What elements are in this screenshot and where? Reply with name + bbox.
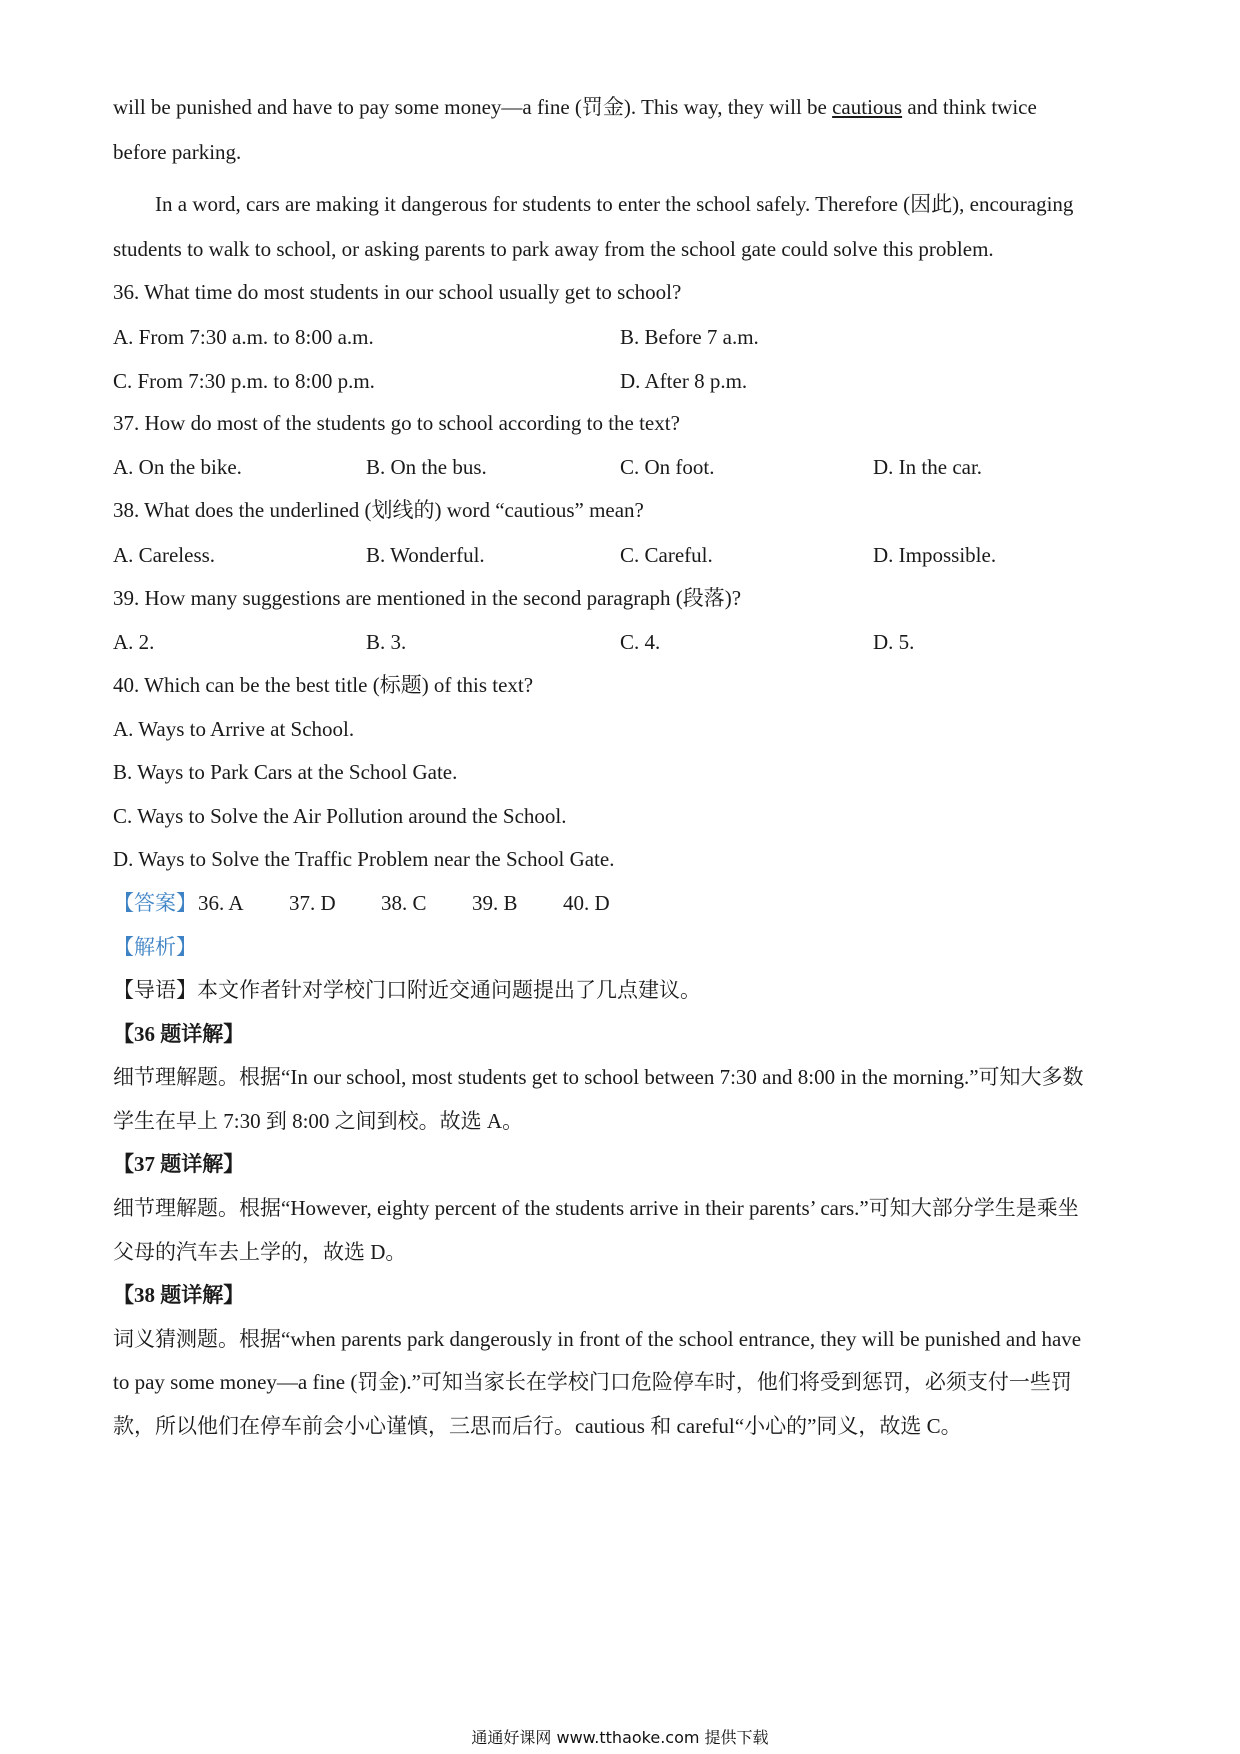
passage-line: In a word, cars are making it dangerous for students to enter the school safely. Therefore (因此), encouraging [155,192,1074,216]
option: B. Before 7 a.m. [620,325,759,349]
option: B. 3. [366,630,407,654]
option: A. Ways to Arrive at School. [113,717,355,741]
q38-explanation: 款，所以他们在停车前会小心谨慎，三思而后行。cautious 和 careful“小心的”同义，故选 C。 [113,1414,962,1438]
option: B. On the bus. [366,455,487,479]
q38-heading: 【38 题详解】 [113,1283,245,1307]
question-stem: 39. How many suggestions are mentioned in the second paragraph (段落)? [113,586,742,610]
q37-heading: 【37 题详解】 [113,1152,245,1176]
q36-explanation: 细节理解题。根据“In our school, most students get to school between 7:30 and 8:00 in the morning.”可知大多数 [113,1065,1084,1089]
passage-line [113,95,1037,120]
option: D. After 8 p.m. [620,369,748,393]
option: D. 5. [873,630,915,654]
option: C. From 7:30 p.m. to 8:00 p.m. [113,369,375,393]
option: B. Ways to Park Cars at the School Gate. [113,760,458,784]
underlined-word: cautious [832,95,903,119]
option: D. Impossible. [873,543,997,567]
question-stem: 37. How do most of the students go to school according to the text? [113,411,680,435]
q38-explanation: to pay some money—a fine (罚金).”可知当家长在学校门口危险停车时，他们将受到惩罚，必须支付一些罚 [113,1370,1072,1394]
q36-explanation: 学生在早上 7:30 到 8:00 之间到校。故选 A。 [113,1109,524,1133]
option: C. Ways to Solve the Air Pollution around the School. [113,804,567,828]
question-stem: 36. What time do most students in our school usually get to school? [113,280,682,304]
passage-line: before parking. [113,140,242,164]
option: B. Wonderful. [366,543,485,567]
option: C. On foot. [620,455,715,479]
option: A. From 7:30 a.m. to 8:00 a.m. [113,325,374,349]
answer-label: 【答案】 [113,891,197,915]
passage-line: students to walk to school, or asking parents to park away from the school gate could solve this problem. [113,237,994,261]
analysis-intro: 【导语】本文作者针对学校门口附近交通问题提出了几点建议。 [113,978,701,1002]
option: A. On the bike. [113,455,242,479]
answer-item: 37. D [289,891,336,915]
question-stem: 38. What does the underlined (划线的) word “cautious” mean? [113,498,644,522]
question-stem: 40. Which can be the best title (标题) of this text? [113,673,534,697]
option: D. Ways to Solve the Traffic Problem near the School Gate. [113,847,615,871]
passage-text: will be punished and have to pay some money—a fine (罚金). This way, they will be [113,95,833,119]
option: C. Careful. [620,543,713,567]
analysis-label: 【解析】 [113,935,197,959]
answer-item: 36. A [198,891,244,915]
passage-text: and think twice [902,95,1037,119]
answer-item: 38. C [381,891,427,915]
page-footer: 通通好课网 www.tthaoke.com 提供下载 [471,1728,769,1747]
answer-item: 39. B [472,891,518,915]
q37-explanation: 父母的汽车去上学的，故选 D。 [113,1240,407,1264]
option: D. In the car. [873,455,983,479]
q37-explanation: 细节理解题。根据“However, eighty percent of the students arrive in their parents’ cars.”可知大部分学生是乘坐 [113,1196,1079,1220]
option: A. Careless. [113,543,216,567]
answer-item: 40. D [563,891,610,915]
answer-row [113,891,610,916]
option: C. 4. [620,630,661,654]
q38-explanation: 词义猜测题。根据“when parents park dangerously in front of the school entrance, they will be punished and have [113,1327,1082,1351]
q36-heading: 【36 题详解】 [113,1022,245,1046]
option: A. 2. [113,630,155,654]
